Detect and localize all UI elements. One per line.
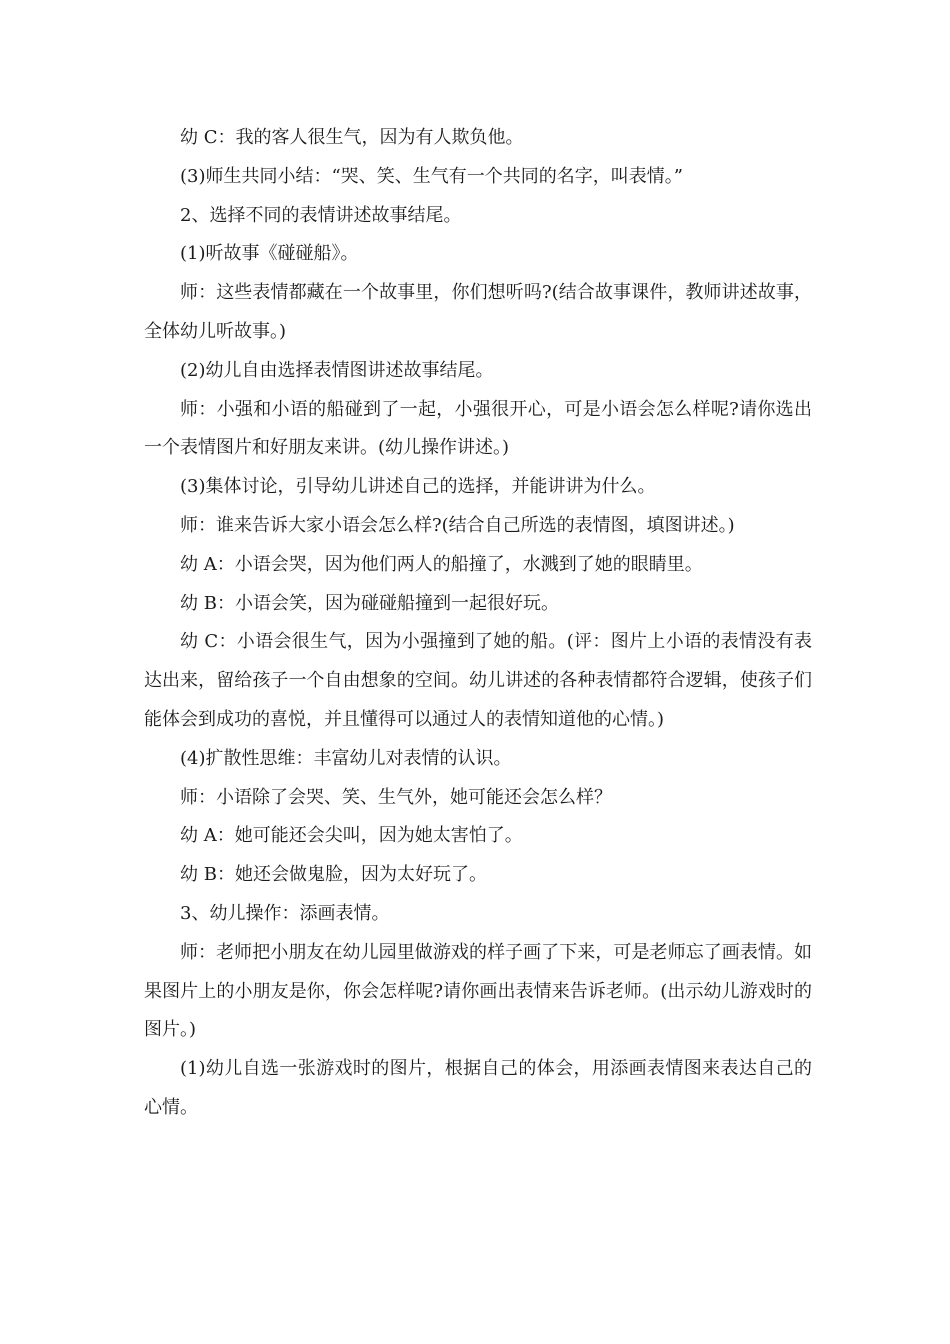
paragraph: 幼 C：我的客人很生气，因为有人欺负他。 xyxy=(180,127,524,148)
paragraph: 师：这些表情都藏在一个故事里，你们想听吗?(结合故事课件，教师讲述故事，全体幼儿听故事。) xyxy=(144,282,812,342)
paragraph: (4)扩散性思维：丰富幼儿对表情的认识。 xyxy=(180,747,512,769)
paragraph: (3)集体讨论，引导幼儿讲述自己的选择，并能讲讲为什么。 xyxy=(180,476,656,498)
paragraph: 师：谁来告诉大家小语会怎么样?(结合自己所选的表情图，填图讲述。) xyxy=(180,514,735,536)
paragraph: 幼 B：小语会笑，因为碰碰船撞到一起很好玩。 xyxy=(180,592,559,614)
paragraph: 师：老师把小朋友在幼儿园里做游戏的样子画了下来，可是老师忘了画表情。如果图片上的小朋友是你，你会怎样呢?请你画出表情来告诉老师。(出示幼儿游戏时的图片。) xyxy=(144,941,812,1041)
paragraph: 幼 C：小语会很生气，因为小强撞到了她的船。(评：图片上小语的表情没有表达出来，留给孩子一个自由想象的空间。幼儿讲述的各种表情都符合逻辑，使孩子们能体会到成功的喜悦，并且懂得可以通过人的表情知道他的心情。) xyxy=(144,631,812,730)
paragraph: 师：小语除了会哭、笑、生气外，她可能还会怎么样？ xyxy=(180,786,612,808)
paragraph: 幼 A：她可能还会尖叫，因为她太害怕了。 xyxy=(180,825,523,847)
document-body xyxy=(144,119,812,1128)
paragraph: 师：小强和小语的船碰到了一起，小强很开心，可是小语会怎么样呢?请你选出一个表情图片和好朋友来讲。(幼儿操作讲述。) xyxy=(144,398,812,459)
paragraph: 2、选择不同的表情讲述故事结尾。 xyxy=(180,204,462,226)
paragraph: (2)幼儿自由选择表情图讲述故事结尾。 xyxy=(180,359,494,381)
paragraph: (1)幼儿自选一张游戏时的图片，根据自己的体会，用添画表情图来表达自己的心情。 xyxy=(144,1058,812,1118)
paragraph: (1)听故事《碰碰船》。 xyxy=(180,243,359,265)
paragraph: (3)师生共同小结：“哭、笑、生气有一个共同的名字，叫表情。” xyxy=(180,165,683,187)
paragraph: 幼 A：小语会哭，因为他们两人的船撞了，水溅到了她的眼睛里。 xyxy=(180,553,703,575)
paragraph: 3、幼儿操作：添画表情。 xyxy=(180,902,390,924)
paragraph: 幼 B：她还会做鬼脸，因为太好玩了。 xyxy=(180,864,487,886)
